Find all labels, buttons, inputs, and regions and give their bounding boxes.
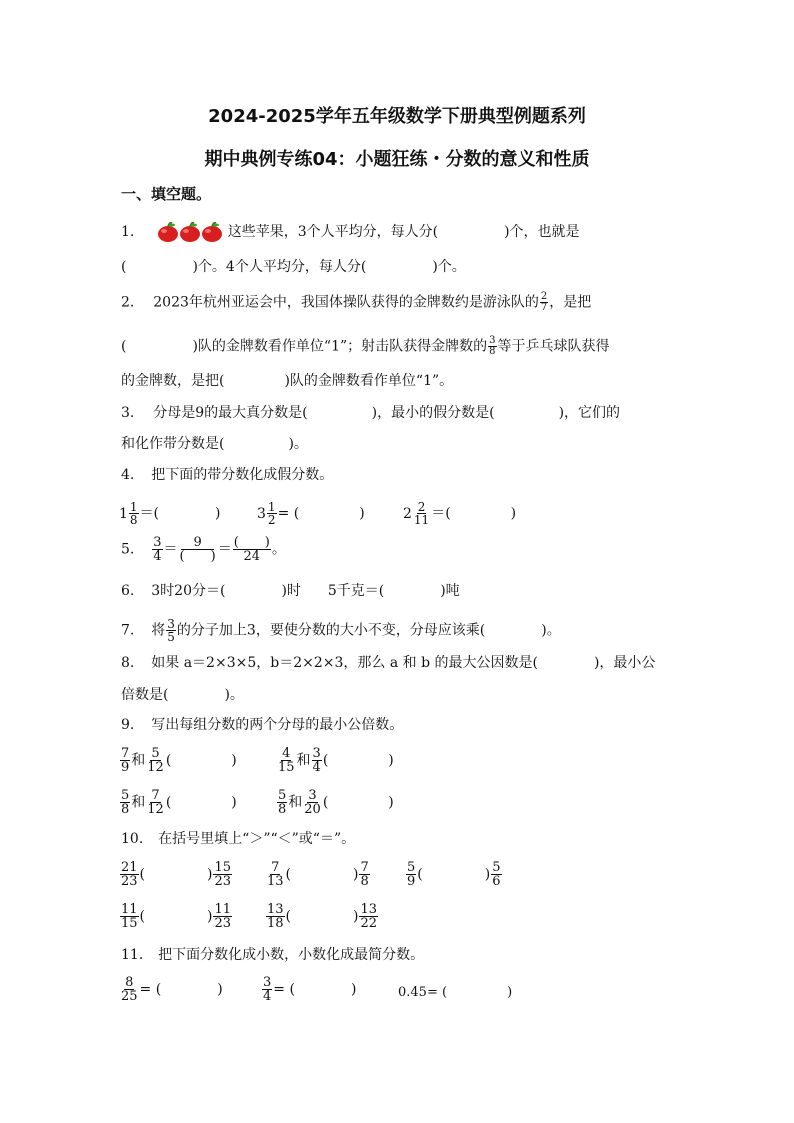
text-segment: )。 xyxy=(541,622,561,639)
question-7 xyxy=(121,618,561,643)
fraction xyxy=(166,618,176,643)
text-segment: 的金牌数，是把( xyxy=(121,373,225,389)
fraction xyxy=(120,861,139,888)
numerator: 4 xyxy=(282,746,291,761)
fraction xyxy=(129,501,139,526)
text-segment: 这些苹果，3个人平均分，每人分( xyxy=(227,224,439,240)
text-segment: ) xyxy=(510,505,517,522)
numerator: 5 xyxy=(492,860,501,875)
fraction-pair-item xyxy=(119,789,237,816)
comparison-item xyxy=(119,903,233,930)
denominator: 20 xyxy=(304,802,321,817)
denominator: 12 xyxy=(147,802,164,817)
denominator: ( ) xyxy=(179,549,216,564)
text-segment: 6. xyxy=(121,583,135,599)
red-apple-icon xyxy=(157,222,179,242)
denominator: 18 xyxy=(267,916,284,931)
numerator: 3 xyxy=(263,975,272,990)
text-segment: = ( xyxy=(277,505,300,522)
denominator: 8 xyxy=(278,802,287,817)
page-subtitle: 期中典例专练04：小题狂练・分数的意义和性质 xyxy=(204,149,590,170)
denominator: 6 xyxy=(492,874,501,889)
text-segment: 10. xyxy=(121,831,144,847)
fraction xyxy=(406,861,416,888)
numerator: 21 xyxy=(121,860,138,875)
text-segment: ( xyxy=(285,866,292,883)
text-segment: 分母是9的最大真分数是( xyxy=(153,405,308,421)
denominator: 12 xyxy=(147,760,164,775)
text-segment: 2023年杭州亚运会中，我国体操队获得的金牌数约是游泳队的 xyxy=(153,294,539,311)
text-segment: ( xyxy=(417,866,423,883)
text-segment: ( xyxy=(121,338,127,355)
page-title: 2024-2025学年五年级数学下册典型例题系列 xyxy=(208,106,586,127)
fraction xyxy=(146,747,165,774)
numerator: 11 xyxy=(121,902,138,917)
text-segment: 在括号里填上“＞”“＜”或“＝”。 xyxy=(158,831,356,847)
text-segment: 1 xyxy=(119,505,128,522)
text-segment: 3 xyxy=(257,505,266,522)
fraction xyxy=(359,861,369,888)
numerator: 1 xyxy=(129,500,138,514)
fraction xyxy=(303,789,322,816)
text-segment: )。 xyxy=(288,436,308,452)
text-segment: ) xyxy=(353,866,359,883)
fraction xyxy=(262,976,272,1003)
text-segment: 等于乒乓球队获得 xyxy=(497,338,610,355)
denominator: 4 xyxy=(153,549,162,564)
text-segment: )个。 xyxy=(432,259,466,275)
text-segment: 把下面分数化成小数，小数化成最简分数。 xyxy=(158,947,425,963)
fraction xyxy=(488,336,496,357)
text-segment: 和 xyxy=(131,794,146,811)
denominator: 23 xyxy=(121,874,138,889)
text-segment: 9. xyxy=(121,717,135,733)
text-segment: 如果 a＝2×3×5，b＝2×2×3，那么 a 和 b 的最大公因数是( xyxy=(151,655,538,671)
denominator: 24 xyxy=(243,549,261,564)
numerator: 5 xyxy=(121,788,130,803)
conversion-item xyxy=(261,976,356,1003)
text-segment: 5千克＝( xyxy=(327,583,385,599)
numerator: 5 xyxy=(151,746,160,761)
denominator: 15 xyxy=(121,916,138,931)
fraction xyxy=(491,861,501,888)
text-segment: ( xyxy=(322,794,329,811)
fraction xyxy=(540,292,548,313)
text-segment: 4. xyxy=(121,467,135,483)
text-segment: 和 xyxy=(296,752,311,769)
fraction xyxy=(120,747,130,774)
fraction xyxy=(267,501,277,526)
text-segment: ＝ xyxy=(163,541,178,558)
text-segment: ＝( xyxy=(431,505,451,522)
text-segment: )，它们的 xyxy=(558,405,621,421)
comparison-item xyxy=(119,861,233,888)
conversion-item xyxy=(119,976,223,1003)
text-segment: = ( xyxy=(139,981,162,998)
text-segment: 和 xyxy=(288,794,303,811)
denominator: 8 xyxy=(489,346,496,357)
text-segment: = ( xyxy=(273,981,295,998)
fraction-pair-item xyxy=(119,747,237,774)
fraction xyxy=(213,903,232,930)
fraction xyxy=(179,536,217,563)
text-segment: 把下面的带分数化成假分数。 xyxy=(151,467,334,483)
text-segment: ( xyxy=(165,752,172,769)
denominator: 23 xyxy=(214,874,232,889)
denominator: 7 xyxy=(540,302,548,313)
text-segment: 和化作带分数是( xyxy=(121,436,225,452)
question-4 xyxy=(121,468,333,482)
apple-group xyxy=(157,224,227,240)
text-segment: ，是把 xyxy=(549,294,592,311)
text-segment: ) xyxy=(207,866,213,883)
text-segment: 7. xyxy=(121,622,135,639)
numerator: 7 xyxy=(121,746,130,761)
fraction xyxy=(120,903,139,930)
text-segment: ) xyxy=(217,981,223,998)
text-segment: 8. xyxy=(121,655,135,671)
denominator: 8 xyxy=(121,802,130,817)
question-11 xyxy=(121,948,424,962)
text-segment: ( xyxy=(165,794,172,811)
text-segment: ) xyxy=(231,752,237,769)
text-segment: )，最小的假分数是( xyxy=(371,405,495,421)
question-2 xyxy=(121,292,591,313)
fraction xyxy=(413,501,430,526)
text-segment: ) xyxy=(350,981,357,998)
text-segment: 2 xyxy=(403,505,412,522)
fraction xyxy=(277,789,287,816)
question-5 xyxy=(121,536,286,563)
section-heading: 一、填空题。 xyxy=(121,185,212,203)
text-segment: 将 xyxy=(151,622,166,639)
red-apple-icon xyxy=(179,222,201,242)
fraction xyxy=(233,536,271,563)
fraction xyxy=(359,903,378,930)
text-segment: )吨 xyxy=(440,583,460,599)
text-segment: ) xyxy=(507,985,513,1000)
fraction xyxy=(277,747,296,774)
text-segment: 写出每组分数的两个分母的最小公倍数。 xyxy=(151,717,404,733)
question-6 xyxy=(121,584,460,598)
text-segment: ＝( xyxy=(139,505,160,522)
text-segment: 3. xyxy=(121,405,135,421)
text-segment: )，最小公 xyxy=(593,655,656,671)
mixed-number-item xyxy=(403,501,516,526)
text-segment: 和 xyxy=(131,752,146,769)
numerator: 2 xyxy=(417,500,426,514)
mixed-number-item xyxy=(257,501,365,526)
question-1-line-2 xyxy=(121,260,466,274)
text-segment: ( xyxy=(139,908,146,925)
text-segment: )。 xyxy=(224,687,244,703)
numerator: 7 xyxy=(271,860,280,875)
denominator: 5 xyxy=(167,630,175,644)
red-apple-icon xyxy=(201,222,223,242)
text-segment: ) xyxy=(353,908,359,925)
text-segment: ) xyxy=(231,794,237,811)
text-segment: ( xyxy=(285,908,292,925)
numerator: 3 xyxy=(312,746,321,761)
question-9 xyxy=(121,718,403,732)
text-segment: ( xyxy=(139,866,146,883)
numerator: 11 xyxy=(214,902,232,917)
text-segment: 3时20分＝( xyxy=(151,583,226,599)
denominator: 22 xyxy=(360,916,378,931)
text-segment: ) xyxy=(359,505,365,522)
text-segment: )队的金牌数看作单位“1”。 xyxy=(284,373,454,389)
numerator: 9 xyxy=(181,536,213,550)
comparison-item xyxy=(265,861,371,888)
question-2-line-2 xyxy=(121,336,610,357)
denominator: 8 xyxy=(360,874,369,889)
text-segment: )个，也就是 xyxy=(504,224,580,240)
numerator: 3 xyxy=(489,335,496,346)
fraction-pair-item xyxy=(276,789,394,816)
numerator: ( ) xyxy=(233,535,270,550)
denominator: 25 xyxy=(121,989,138,1004)
denominator: 11 xyxy=(413,513,430,527)
text-segment: ) xyxy=(388,752,394,769)
fraction xyxy=(152,536,162,563)
fraction xyxy=(213,861,232,888)
comparison-item xyxy=(265,903,379,930)
text-segment: )个。4个人平均分，每人分( xyxy=(192,259,367,275)
question-3 xyxy=(121,406,620,420)
numerator: 7 xyxy=(151,788,160,803)
comparison-item xyxy=(405,861,503,888)
text-segment: 2. xyxy=(121,294,135,311)
text-segment: ) xyxy=(388,794,394,811)
text-segment: ( xyxy=(121,259,127,275)
fraction-pair-item xyxy=(276,747,394,774)
numerator: 5 xyxy=(278,788,287,803)
conversion-item xyxy=(398,986,512,999)
text-segment: ) xyxy=(207,908,213,925)
numerator: 13 xyxy=(360,902,378,917)
denominator: 15 xyxy=(278,760,295,775)
text-segment: 5. xyxy=(121,541,135,558)
text-segment: ＝ xyxy=(217,541,232,558)
question-10 xyxy=(121,832,355,846)
question-number: 1. xyxy=(121,224,135,240)
text-segment: = ( xyxy=(426,985,448,1000)
text-segment: 。 xyxy=(271,541,286,558)
question-8-line-2 xyxy=(121,688,244,702)
denominator: 23 xyxy=(214,916,232,931)
text-segment: )队的金牌数看作单位“1”；射击队获得金牌数的 xyxy=(192,338,488,355)
fraction xyxy=(120,789,130,816)
text-segment: 的分子加上3，要使分数的大小不变，分母应该乘( xyxy=(176,622,486,639)
denominator: 4 xyxy=(312,760,321,775)
numerator: 3 xyxy=(153,535,162,550)
question-3-line-2 xyxy=(121,437,308,451)
numerator: 8 xyxy=(125,975,134,990)
text-segment: 倍数是( xyxy=(121,687,169,703)
numerator: 2 xyxy=(540,291,548,302)
fraction xyxy=(146,789,165,816)
text-segment: 11. xyxy=(121,947,144,963)
denominator: 8 xyxy=(129,513,138,527)
fraction xyxy=(312,747,322,774)
numerator: 1 xyxy=(267,500,276,514)
question-2-line-3 xyxy=(121,374,453,388)
text-segment: )时 xyxy=(281,583,301,599)
denominator: 2 xyxy=(267,513,276,527)
numerator: 3 xyxy=(308,788,317,803)
numerator: 5 xyxy=(407,860,416,875)
numerator: 3 xyxy=(167,617,175,631)
text-segment: ) xyxy=(215,505,221,522)
numerator: 15 xyxy=(214,860,232,875)
fraction xyxy=(266,861,285,888)
denominator: 13 xyxy=(267,874,284,889)
text-segment: ( xyxy=(322,752,329,769)
question-1 xyxy=(121,222,580,242)
text-segment: 0.45 xyxy=(398,985,427,1000)
mixed-number-item xyxy=(119,501,221,526)
text-segment: ) xyxy=(484,866,491,883)
numerator: 13 xyxy=(267,902,284,917)
fraction xyxy=(266,903,285,930)
question-8 xyxy=(121,656,655,670)
denominator: 4 xyxy=(263,989,272,1004)
numerator: 7 xyxy=(360,860,369,875)
fraction xyxy=(120,976,139,1003)
denominator: 9 xyxy=(121,760,130,775)
denominator: 9 xyxy=(407,874,416,889)
